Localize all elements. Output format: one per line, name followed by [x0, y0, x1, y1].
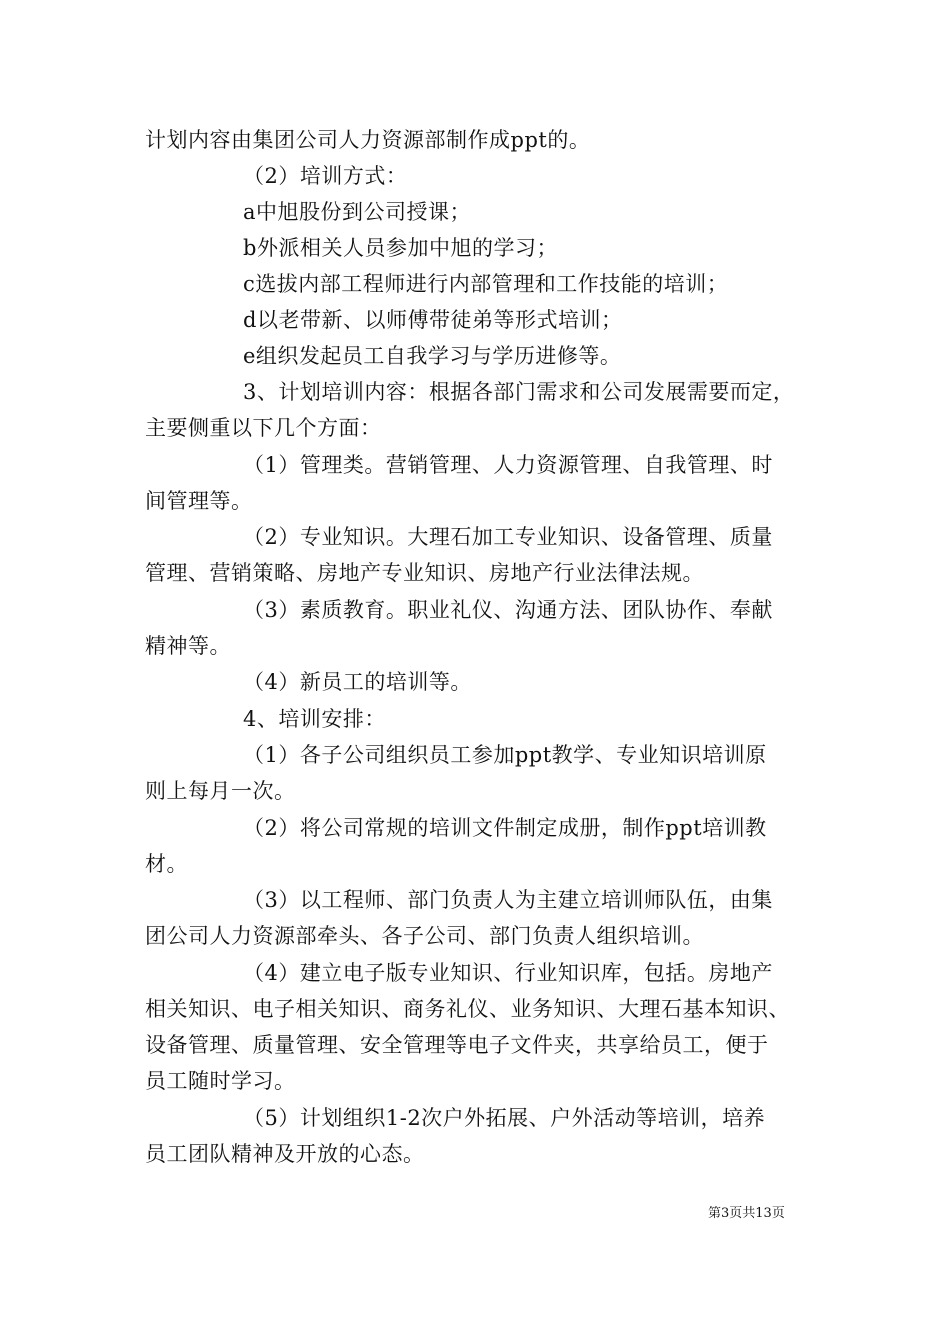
text-line: 3、计划培训内容：根据各部门需求和公司发展需要而定， [243, 380, 795, 404]
text-line: 团公司人力资源部牵头、各子公司、部门负责人组织培训。 [145, 924, 704, 948]
page-number: 第3页共13页 [708, 1206, 785, 1221]
text-line: （4）新员工的培训等。 [243, 670, 472, 694]
text-line: 员工团队精神及开放的心态。 [145, 1142, 425, 1166]
text-line: 计划内容由集团公司人力资源部制作成ppt的。 [145, 128, 591, 152]
text-line: b外派相关人员参加中旭的学习； [243, 236, 558, 260]
text-line: （1）管理类。营销管理、人力资源管理、自我管理、时 [243, 453, 773, 477]
text-line: 材。 [145, 852, 188, 876]
text-line: 则上每月一次。 [145, 779, 296, 803]
text-line: 相关知识、电子相关知识、商务礼仪、业务知识、大理石基本知识、 [145, 997, 790, 1021]
text-line: e组织发起员工自我学习与学历进修等。 [243, 344, 622, 368]
text-line: 管理、营销策略、房地产专业知识、房地产行业法律法规。 [145, 561, 704, 585]
text-line: （1）各子公司组织员工参加ppt教学、专业知识培训原 [243, 743, 767, 767]
text-line: c选拔内部工程师进行内部管理和工作技能的培训； [243, 272, 729, 296]
text-line: d以老带新、以师傅带徒弟等形式培训； [243, 308, 623, 332]
text-line: 精神等。 [145, 634, 231, 658]
text-line: a中旭股份到公司授课； [243, 200, 472, 224]
text-line: 员工随时学习。 [145, 1069, 296, 1093]
text-line: （3）素质教育。职业礼仪、沟通方法、团队协作、奉献 [243, 598, 773, 622]
text-line: （2）培训方式： [243, 164, 408, 188]
text-line: 设备管理、质量管理、安全管理等电子文件夹，共享给员工，便于 [145, 1033, 769, 1057]
text-line: （5）计划组织1-2次户外拓展、户外活动等培训，培养 [243, 1106, 766, 1130]
text-line: 主要侧重以下几个方面： [145, 416, 382, 440]
text-line: （4）建立电子版专业知识、行业知识库，包括。房地产 [243, 961, 773, 985]
text-line: 间管理等。 [145, 489, 253, 513]
text-line: （2）将公司常规的培训文件制定成册，制作ppt培训教 [243, 816, 767, 840]
text-line: 4、培训安排： [243, 707, 386, 731]
text-line: （2）专业知识。大理石加工专业知识、设备管理、质量 [243, 525, 773, 549]
text-line: （3）以工程师、部门负责人为主建立培训师队伍，由集 [243, 888, 773, 912]
